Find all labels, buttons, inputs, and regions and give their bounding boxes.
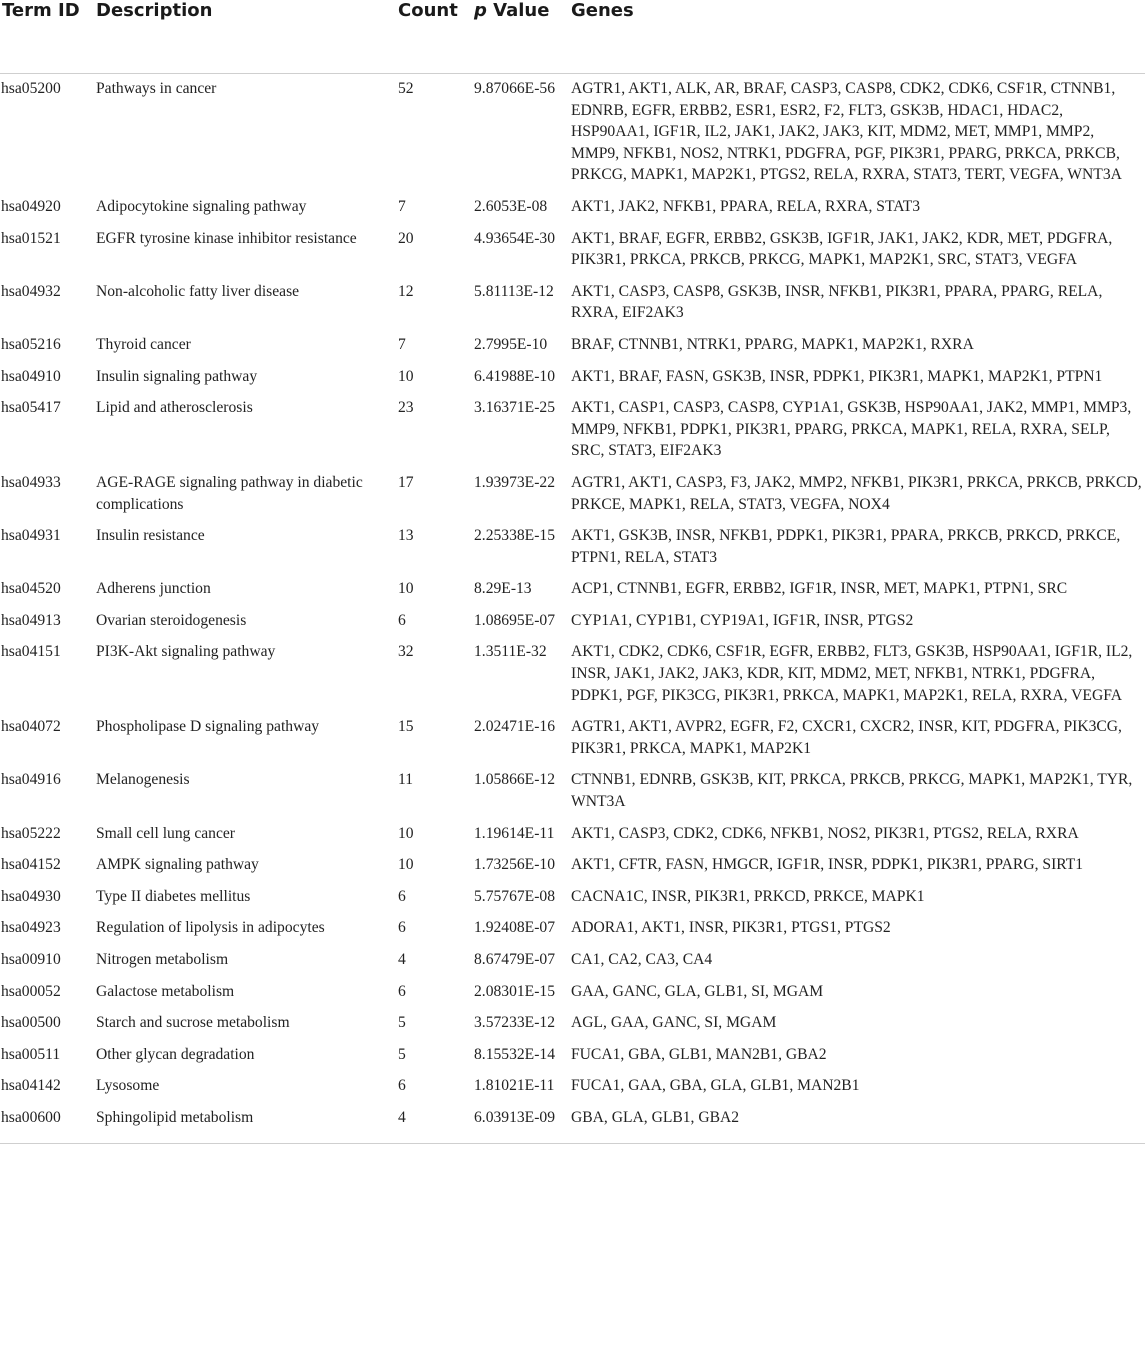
p-value-cell: 5.75767E-08 [474,887,555,905]
term-id-cell: hsa04152 [1,856,61,874]
description-cell: Small cell lung cancer [96,824,235,842]
count-cell: 15 [398,718,414,736]
genes-cell: CACNA1C, INSR, PIK3R1, PRKCD, PRKCE, MAPK1 [571,887,925,905]
description-cell: Adipocytokine signaling pathway [96,197,307,215]
table-row [0,816,1145,848]
p-value-cell: 1.81021E-11 [474,1077,555,1095]
table-row [0,74,1145,189]
genes-cell: FUCA1, GBA, GLB1, MAN2B1, GBA2 [571,1045,827,1063]
description-cell: Adherens junction [96,580,211,598]
term-id-cell: hsa00910 [1,951,61,968]
term-id-cell: hsa00511 [1,1045,61,1063]
term-id-cell: hsa05417 [1,399,61,417]
description-cell: Lysosome [96,1077,160,1095]
term-id-cell: hsa04520 [1,580,61,598]
genes-cell: CTNNB1, EDNRB, GSK3B, KIT, PRKCA, PRKCB, PRKCG, MAPK1, MAP2K1, TYR, WNT3A [571,771,1133,811]
count-cell: 10 [398,856,414,874]
p-value-cell: 9.87066E-56 [474,80,555,97]
description-cell: AMPK signaling pathway [96,856,259,874]
table-row [0,1037,1145,1069]
p-value-cell: 5.81113E-12 [474,282,554,300]
count-cell: 10 [398,824,414,842]
term-id-cell: hsa05200 [1,80,61,97]
description-cell: Sphingolipid metabolism [94,1100,396,1143]
term-id-cell: hsa04910 [1,367,61,385]
genes-cell: GBA, GLA, GLB1, GBA2 [569,1100,1145,1143]
table-row [0,359,1145,391]
term-id-cell: hsa04142 [1,1077,61,1095]
description-cell: AGE-RAGE signaling pathway in diabetic complications [96,473,363,513]
term-id-cell: hsa04913 [1,611,61,629]
count-cell: 6 [398,887,406,905]
genes-cell: AKT1, CDK2, CDK6, CSF1R, EGFR, ERBB2, FLT3, GSK3B, HSP90AA1, IGF1R, IL2, INSR, JAK1, JAK2, JAK3, KDR, KIT, MDM2, MET, NFKB1, NTRK1, PDGFRA, PDPK1, PGF, PIK3CG, PIK3R1, PRKCA, MAPK1, MAP2K1, RELA, RXRA, VEGFA [571,643,1133,704]
count-cell: 6 [398,982,406,1000]
count-cell: 5 [398,1045,406,1063]
p-value-cell: 4.93654E-30 [474,229,555,247]
table-row [0,465,1145,518]
term-id-cell: hsa04072 [1,718,61,736]
description-cell: Insulin resistance [96,527,205,545]
header-count: Count [396,0,472,74]
p-value-cell: 3.57233E-12 [474,1014,555,1032]
table-row [0,910,1145,942]
p-value-cell: 2.25338E-15 [474,527,555,545]
p-value-cell: 6.03913E-09 [472,1100,569,1143]
count-cell: 6 [398,1077,406,1095]
p-value-cell: 1.19614E-11 [474,824,555,842]
p-value-cell: 3.16371E-25 [474,399,555,417]
table-row [0,762,1145,815]
term-id-cell: hsa04151 [1,643,61,661]
description-cell: EGFR tyrosine kinase inhibitor resistance [96,229,357,247]
term-id-cell: hsa00600 [0,1100,94,1143]
term-id-cell: hsa04916 [1,771,61,789]
count-cell: 10 [398,580,414,598]
description-cell: Melanogenesis [96,771,190,789]
description-cell: Type II diabetes mellitus [96,887,251,905]
header-row [0,0,1145,74]
genes-cell: AKT1, CASP1, CASP3, CASP8, CYP1A1, GSK3B, HSP90AA1, JAK2, MMP1, MMP3, MMP9, NFKB1, PDPK1, PIK3R1, PPARG, PRKCA, MAPK1, RELA, RXRA, SELP, SRC, STAT3, EIF2AK3 [571,399,1132,460]
count-cell: 32 [398,643,414,661]
p-value-cell: 8.29E-13 [474,580,532,598]
genes-cell: AGL, GAA, GANC, SI, MGAM [571,1014,777,1032]
count-cell: 13 [398,527,414,545]
description-cell: Pathways in cancer [96,80,217,97]
p-value-cell: 6.41988E-10 [474,367,555,385]
genes-cell: AGTR1, AKT1, AVPR2, EGFR, F2, CXCR1, CXCR2, INSR, KIT, PDGFRA, PIK3CG, PIK3R1, PRKCA, MAPK1, MAP2K1 [571,718,1122,757]
term-id-cell: hsa05216 [1,335,61,353]
genes-cell: AKT1, JAK2, NFKB1, PPARA, RELA, RXRA, STAT3 [571,197,921,215]
p-value-cell: 2.7995E-10 [474,335,548,353]
description-cell: Phospholipase D signaling pathway [96,718,320,736]
genes-cell: AKT1, BRAF, FASN, GSK3B, INSR, PDPK1, PIK3R1, MAPK1, MAP2K1, PTPN1 [571,367,1103,385]
table-row [0,518,1145,571]
term-id-cell: hsa05222 [1,824,61,842]
term-id-cell: hsa04933 [1,473,61,491]
term-id-cell: hsa04930 [1,887,61,905]
count-cell: 4 [396,1100,472,1143]
table-row [0,1100,1145,1143]
count-cell: 7 [398,335,406,353]
description-cell: Lipid and atherosclerosis [96,399,253,417]
p-value-cell: 1.08695E-07 [474,611,555,629]
p-value-cell: 2.08301E-15 [474,982,555,1000]
genes-cell: AKT1, CFTR, FASN, HMGCR, IGF1R, INSR, PDPK1, PIK3R1, PPARG, SIRT1 [571,856,1084,874]
table-row [0,847,1145,879]
term-id-cell: hsa04931 [1,527,61,545]
header-p-value [472,0,569,74]
table-row [0,942,1145,974]
table-row [0,603,1145,635]
genes-cell: ADORA1, AKT1, INSR, PIK3R1, PTGS1, PTGS2 [571,919,891,937]
description-cell: Other glycan degradation [96,1045,255,1063]
header-p-rest: Value [486,0,550,21]
description-cell: PI3K-Akt signaling pathway [96,643,276,661]
count-cell: 12 [398,282,414,300]
genes-cell: ACP1, CTNNB1, EGFR, ERBB2, IGF1R, INSR, MET, MAPK1, PTPN1, SRC [571,580,1068,598]
description-cell: Nitrogen metabolism [96,951,229,968]
count-cell: 20 [398,229,414,247]
p-value-cell: 8.15532E-14 [474,1045,555,1063]
table-row [0,390,1145,465]
count-cell: 10 [398,367,414,385]
description-cell: Insulin signaling pathway [96,367,258,385]
description-cell: Starch and sucrose metabolism [96,1014,290,1032]
count-cell: 23 [398,399,414,417]
description-cell: Thyroid cancer [96,335,191,353]
genes-cell: AKT1, CASP3, CDK2, CDK6, NFKB1, NOS2, PIK3R1, PTGS2, RELA, RXRA [571,824,1079,842]
count-cell: 7 [398,197,406,215]
p-value-cell: 2.6053E-08 [474,197,548,215]
term-id-cell: hsa01521 [1,229,61,247]
description-cell: Galactose metabolism [96,982,235,1000]
header-description: Description [94,0,396,74]
p-value-cell: 1.3511E-32 [474,643,547,661]
table-row [0,709,1145,762]
term-id-cell: hsa00500 [1,1014,61,1032]
genes-cell: AGTR1, AKT1, CASP3, F3, JAK2, MMP2, NFKB1, PIK3R1, PRKCA, PRKCB, PRKCD, PRKCE, MAPK1, RELA, STAT3, VEGFA, NOX4 [571,473,1142,513]
header-genes: Genes [569,0,1145,74]
genes-cell: AKT1, GSK3B, INSR, NFKB1, PDPK1, PIK3R1, PPARA, PRKCB, PRKCD, PRKCE, PTPN1, RELA, STAT3 [571,527,1121,566]
p-value-cell: 2.02471E-16 [474,718,555,736]
header-p-italic: p [474,0,487,21]
table-row [0,634,1145,709]
count-cell: 4 [398,951,406,968]
table-row [0,327,1145,359]
description-cell: Regulation of lipolysis in adipocytes [96,919,325,937]
count-cell: 6 [398,611,406,629]
table-row [0,1068,1145,1100]
genes-cell: BRAF, CTNNB1, NTRK1, PPARG, MAPK1, MAP2K1, RXRA [571,335,974,353]
count-cell: 11 [398,771,414,789]
genes-cell: AGTR1, AKT1, ALK, AR, BRAF, CASP3, CASP8, CDK2, CDK6, CSF1R, CTNNB1, EDNRB, EGFR, ERBB2, ESR1, ESR2, F2, FLT3, GSK3B, HDAC1, HDAC2, HSP90AA1, IGF1R, IL2, JAK1, JAK2, JAK3, KIT, MDM2, MET, MMP1, MMP2, MMP9, NFKB1, NOS2, NTRK1, PDGFRA, PGF, PIK3R1, PPARG, PRKCA, PRKCB, PRKCG, MAPK1, MAP2K1, PTGS2, RELA, RXRA, STAT3, TERT, VEGFA, WNT3A [571,80,1122,184]
count-cell: 6 [398,919,406,937]
p-value-cell: 1.05866E-12 [474,771,555,789]
table-row [0,1005,1145,1037]
header-term-id: Term ID [0,0,94,74]
table-row [0,974,1145,1006]
genes-cell: CYP1A1, CYP1B1, CYP19A1, IGF1R, INSR, PTGS2 [571,611,914,629]
genes-cell: AKT1, BRAF, EGFR, ERBB2, GSK3B, IGF1R, JAK1, JAK2, KDR, MET, PDGFRA, PIK3R1, PRKCA, PRKCB, PRKCG, MAPK1, MAP2K1, SRC, STAT3, VEGFA [571,229,1113,269]
table-row [0,571,1145,603]
count-cell: 5 [398,1014,406,1032]
genes-cell: FUCA1, GAA, GBA, GLA, GLB1, MAN2B1 [571,1077,860,1095]
genes-cell: AKT1, CASP3, CASP8, GSK3B, INSR, NFKB1, PIK3R1, PPARA, PPARG, RELA, RXRA, EIF2AK3 [571,282,1103,322]
p-value-cell: 8.67479E-07 [474,951,555,968]
count-cell: 17 [398,473,414,491]
genes-cell: CA1, CA2, CA3, CA4 [571,951,713,968]
table-row [0,221,1145,274]
p-value-cell: 1.73256E-10 [474,856,555,874]
term-id-cell: hsa00052 [1,982,61,1000]
description-cell: Ovarian steroidogenesis [96,611,247,629]
genes-cell: GAA, GANC, GLA, GLB1, SI, MGAM [571,982,824,1000]
table-row [0,189,1145,221]
table-row [0,274,1145,327]
description-cell: Non-alcoholic fatty liver disease [96,282,300,300]
term-id-cell: hsa04932 [1,282,61,300]
p-value-cell: 1.93973E-22 [474,473,555,491]
table-row [0,879,1145,911]
term-id-cell: hsa04923 [1,919,61,937]
term-id-cell: hsa04920 [1,197,61,215]
p-value-cell: 1.92408E-07 [474,919,555,937]
count-cell: 52 [398,80,414,97]
